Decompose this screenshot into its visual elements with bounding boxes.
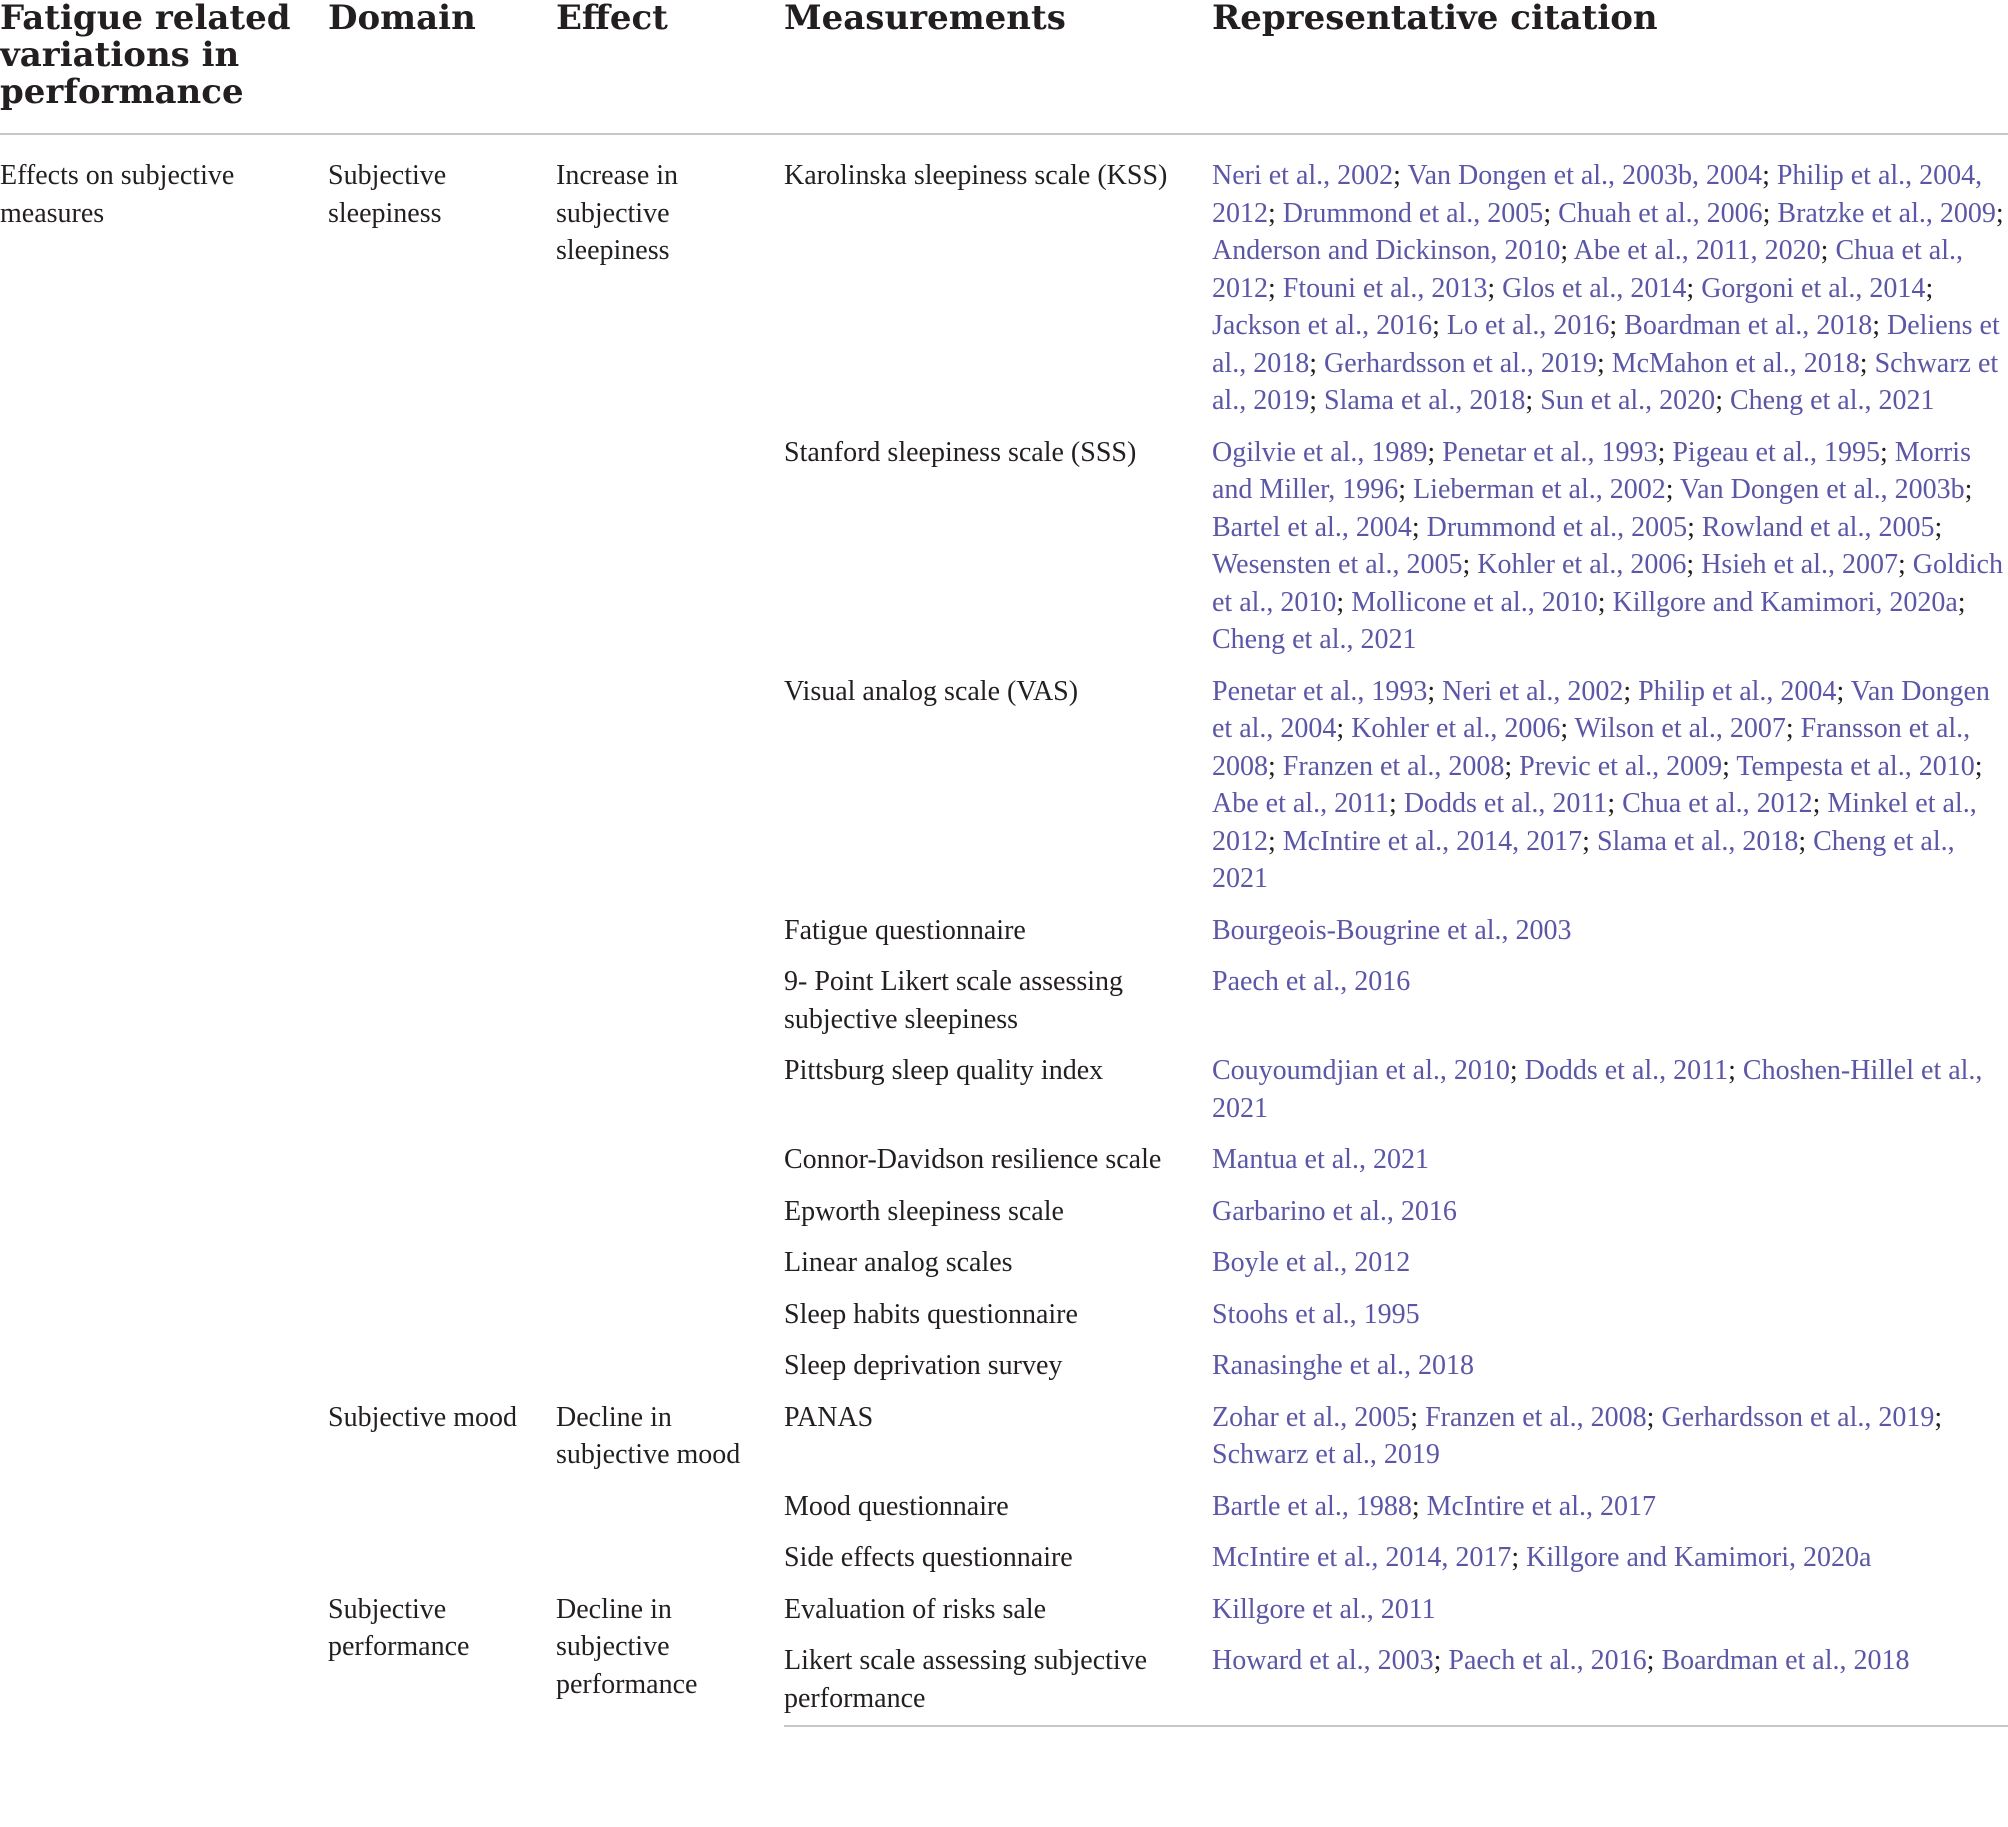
citation-link[interactable]: Cheng et al., 2021 [1212,624,1417,655]
citation-cell [1212,1642,2008,1726]
citation-separator: ; [1607,788,1623,819]
citation-link[interactable]: Mollicone et al., 2010 [1351,586,1598,618]
citation-separator: ; [1596,347,1612,379]
citation-separator: ; [1897,549,1913,580]
citation-separator: ; [1879,436,1895,468]
citation-link[interactable]: Killgore and Kamimori, 2020a [1526,1542,1872,1573]
citation-separator: ; [1646,1401,1662,1433]
effect-cell: Decline in subjective mood [556,1401,741,1470]
citation-separator: ; [1504,750,1520,782]
citation-link[interactable]: Chua et al., 2012 [1622,788,1813,819]
citation-link[interactable]: Goldich et al., 2010 [1212,549,2003,618]
citation-separator: ; [1974,750,1983,782]
measurement-cell: Connor-Davidson resilience scale [784,1144,1162,1175]
citation-link[interactable]: Fransson et al., 2008 [1212,713,1971,782]
citation-separator: ; [1934,1401,1943,1433]
citation-cell [1212,134,2008,434]
citation-cell [1212,1399,2008,1488]
measurement-cell: Likert scale assessing subjective performance [784,1642,1212,1726]
citation-link[interactable]: Paech et al., 2016 [1448,1645,1647,1676]
citation-link[interactable]: Gerhardsson et al., 2019 [1324,347,1597,379]
measurement-cell: Side effects questionnaire [784,1542,1073,1573]
citation-separator: ; [1309,385,1324,416]
citation-link[interactable]: Garbarino et al., 2016 [1212,1195,1457,1227]
citation-separator: ; [1646,1645,1662,1676]
citation-cell [1212,1296,2008,1348]
measurement-cell: Epworth sleepiness scale [784,1195,1064,1227]
citation-cell [1212,912,2008,964]
citation-link[interactable]: Penetar et al., 1993 [1212,675,1428,707]
citation-separator: ; [1964,474,1973,505]
measurement-cell: Visual analog scale (VAS) [784,675,1079,707]
measurement-cell: Stanford sleepiness scale (SSS) [784,436,1137,468]
measurement-cell: Karolinska sleepiness scale (KSS) [784,160,1168,191]
citation-separator: ; [1427,436,1443,468]
citation-separator: ; [1393,160,1408,191]
citation-link[interactable]: Bartel et al., 2004 [1212,511,1412,543]
citation-link[interactable]: Minkel et al., 2012 [1212,788,1977,857]
citation-cell [1212,434,2008,673]
citation-link[interactable]: Neri et al., 2002 [1442,675,1624,707]
citation-separator: ; [1859,347,1875,379]
citation-link[interactable]: Bartle et al., 1988 [1212,1490,1412,1522]
citation-link[interactable]: Philip et al., 2004, 2012 [1212,160,1983,229]
citation-separator: ; [1509,1055,1525,1086]
citation-separator: ; [1762,160,1777,191]
citation-link[interactable]: Franzen et al., 2008 [1282,750,1505,782]
citation-link[interactable]: Van Dongen et al., 2004 [1212,675,1990,744]
citation-link[interactable]: Dodds et al., 2011 [1403,788,1608,819]
citation-link[interactable]: Lieberman et al., 2002 [1413,474,1666,505]
citation-link[interactable]: Morris and Miller, 1996 [1212,436,1971,505]
citation-cell [1212,1347,2008,1399]
citation-link[interactable]: Slama et al., 2018 [1596,825,1799,857]
domain-cell: Subjective performance [328,1593,470,1662]
citation-link[interactable]: Kohler et al., 2006 [1351,713,1561,744]
domain-cell: Subjective sleepiness [328,160,447,229]
measurement-cell: Mood questionnaire [784,1490,1009,1522]
effect-cell: Increase in subjective sleepiness [556,160,679,266]
citation-link[interactable]: Van Dongen et al., 2003b, 2004 [1407,160,1763,191]
citation-separator: ; [1511,1542,1527,1573]
citation-separator: ; [1785,713,1801,744]
citation-link[interactable]: Paech et al., 2016 [1212,966,1411,997]
citation-link[interactable]: Rowland et al., 2005 [1701,511,1935,543]
citation-separator: ; [1336,713,1352,744]
citation-separator: ; [1597,586,1613,618]
citation-link[interactable]: Pigeau et al., 1995 [1672,436,1880,468]
citation-cell [1212,1193,2008,1245]
citation-separator: ; [1715,385,1730,416]
citation-link[interactable]: Stoohs et al., 1995 [1212,1298,1420,1330]
citation-separator: ; [1957,586,1966,618]
table-row [0,134,2008,434]
citation-separator: ; [1560,235,1574,266]
citation-separator: ; [1427,675,1443,707]
citation-cell [1212,1591,2008,1643]
citation-link[interactable]: Cheng et al., 2021 [1729,385,1935,416]
table-body [0,134,2008,1726]
citation-link[interactable]: Killgore et al., 2011 [1212,1593,1436,1625]
measurement-cell: Evaluation of risks sale [784,1593,1047,1625]
measurement-cell: Sleep habits questionnaire [784,1298,1078,1330]
citation-link[interactable]: Drummond et al., 2005 [1426,511,1688,543]
citation-cell [1212,1052,2008,1141]
citation-separator: ; [1609,310,1625,341]
citation-separator: ; [1820,235,1836,266]
citation-link[interactable]: Wilson et al., 2007 [1574,713,1786,744]
citation-link[interactable]: Gerhardsson et al., 2019 [1661,1401,1935,1433]
citation-link[interactable]: Penetar et al., 1993 [1442,436,1658,468]
citation-link[interactable]: Kohler et al., 2006 [1477,549,1687,580]
citation-link[interactable]: Lo et al., 2016 [1446,310,1610,341]
citation-link[interactable]: Jackson et al., 2016 [1212,310,1433,341]
citation-link[interactable]: Deliens et al., 2018 [1212,310,2000,379]
citation-link[interactable]: Choshen-Hillel et al., 2021 [1212,1055,1983,1124]
citation-separator: ; [1722,750,1737,782]
citation-link[interactable]: Franzen et al., 2008 [1425,1401,1647,1433]
citation-link[interactable]: Schwarz et al., 2019 [1212,347,1999,416]
table-header [0,0,2008,134]
citation-separator: ; [1268,825,1283,857]
citation-separator: ; [1872,310,1887,341]
effect-cell: Decline in subjective performance [556,1593,698,1700]
header-measurements: Measurements [784,0,1212,134]
citation-cell [1212,1488,2008,1540]
citation-separator: ; [1687,511,1702,543]
citation-separator: ; [1686,549,1702,580]
citation-separator: ; [1582,825,1597,857]
citation-cell [1212,1244,2008,1296]
citation-link[interactable]: McIntire et al., 2014, 2017 [1282,825,1583,857]
citation-link[interactable]: Sun et al., 2020 [1540,385,1716,416]
citation-link[interactable]: Ogilvie et al., 1989 [1212,436,1428,468]
measurement-cell: PANAS [784,1401,874,1433]
citation-separator: ; [1487,272,1503,304]
citation-separator: ; [1934,511,1943,543]
citation-separator: ; [1657,436,1673,468]
citation-link[interactable]: McMahon et al., 2018 [1611,347,1860,379]
measurement-cell: Pittsburg sleep quality index [784,1055,1104,1086]
header-citation: Representative citation [1212,0,2008,134]
citation-cell [1212,1141,2008,1193]
citation-cell [1212,673,2008,912]
header-effect: Effect [556,0,784,134]
citation-separator: ; [1268,750,1283,782]
header-category: Fatigue related variations in performance [0,0,328,134]
citation-link[interactable]: Ranasinghe et al., 2018 [1212,1350,1475,1381]
citation-link[interactable]: Ftouni et al., 2013 [1282,272,1488,304]
citation-link[interactable]: Chua et al., 2012 [1212,235,1963,304]
citation-separator: ; [1812,788,1828,819]
citation-link[interactable]: Zohar et al., 2005 [1212,1401,1411,1433]
citation-link[interactable]: Wesensten et al., 2005 [1212,549,1463,580]
citation-link[interactable]: McIntire et al., 2014, 2017 [1212,1542,1512,1573]
citation-link[interactable]: Van Dongen et al., 2003b [1680,474,1965,505]
citation-link[interactable]: Killgore and Kamimori, 2020a [1612,586,1958,618]
citation-link[interactable]: Gorgoni et al., 2014 [1701,272,1926,304]
citation-link[interactable]: Mantua et al., 2021 [1212,1144,1429,1175]
citation-separator: ; [1433,1645,1449,1676]
citation-link[interactable]: Anderson and Dickinson, 2010 [1212,235,1561,266]
citation-link[interactable]: Neri et al., 2002 [1212,160,1394,191]
citation-separator: ; [1560,713,1575,744]
citation-link[interactable]: Hsieh et al., 2007 [1701,549,1898,580]
citation-separator: ; [1728,1055,1743,1086]
citation-separator: ; [1336,586,1352,618]
citation-separator: ; [1398,474,1414,505]
citation-separator: ; [1411,1490,1427,1522]
citation-separator: ; [1836,675,1851,707]
citation-link[interactable]: Bratzke et al., 2009 [1777,197,1996,229]
citation-separator: ; [1665,474,1681,505]
citation-link[interactable]: Drummond et al., 2005 [1282,197,1544,229]
measurement-cell: Linear analog scales [784,1247,1013,1278]
citation-separator: ; [1543,197,1559,229]
citation-link[interactable]: Schwarz et al., 2019 [1212,1439,1440,1470]
citation-separator: ; [1525,385,1541,416]
citation-separator: ; [1995,197,2004,229]
citation-separator: ; [1623,675,1639,707]
citation-separator: ; [1268,197,1283,229]
citation-separator: ; [1309,347,1324,379]
citation-link[interactable]: Howard et al., 2003 [1212,1645,1434,1676]
citation-separator: ; [1925,272,1934,304]
citation-link[interactable]: Slama et al., 2018 [1324,385,1526,416]
citation-link[interactable]: Abe et al., 2011 [1212,788,1390,819]
citation-link[interactable]: Dodds et al., 2011 [1524,1055,1729,1086]
citation-separator: ; [1268,272,1283,304]
citation-separator: ; [1686,272,1702,304]
citation-separator: ; [1389,788,1404,819]
citation-separator: ; [1462,549,1478,580]
citation-link[interactable]: Boardman et al., 2018 [1661,1645,1910,1676]
citation-cell [1212,1539,2008,1591]
citation-link[interactable]: Boardman et al., 2018 [1624,310,1873,341]
citation-link[interactable]: Bourgeois-Bougrine et al., 2003 [1212,914,1572,946]
measurement-cell: Sleep deprivation survey [784,1350,1063,1381]
citation-link[interactable]: Philip et al., 2004 [1638,675,1837,707]
citation-link[interactable]: Previc et al., 2009 [1519,750,1723,782]
citation-separator: ; [1798,825,1814,857]
measurement-cell: 9- Point Likert scale assessing subjective sleepiness [784,966,1124,1035]
category-cell: Effects on subjective measures [0,160,235,229]
citation-link[interactable]: Abe et al., 2011, 2020 [1573,235,1821,266]
citation-link[interactable]: Cheng et al., 2021 [1212,825,1955,894]
citation-link[interactable]: Couyoumdjian et al., 2010 [1212,1055,1510,1086]
measurement-cell: Fatigue questionnaire [784,914,1026,946]
domain-cell: Subjective mood [328,1401,517,1433]
citation-cell [1212,963,2008,1052]
citation-separator: ; [1411,511,1427,543]
citation-link[interactable]: Boyle et al., 2012 [1212,1247,1411,1278]
citation-separator: ; [1410,1401,1426,1433]
citation-link[interactable]: McIntire et al., 2017 [1426,1490,1656,1522]
citation-link[interactable]: Tempesta et al., 2010 [1736,750,1975,782]
header-domain: Domain [328,0,556,134]
citation-separator: ; [1762,197,1778,229]
citation-separator: ; [1432,310,1447,341]
citation-link[interactable]: Glos et al., 2014 [1502,272,1687,304]
citation-link[interactable]: Chuah et al., 2006 [1558,197,1763,229]
